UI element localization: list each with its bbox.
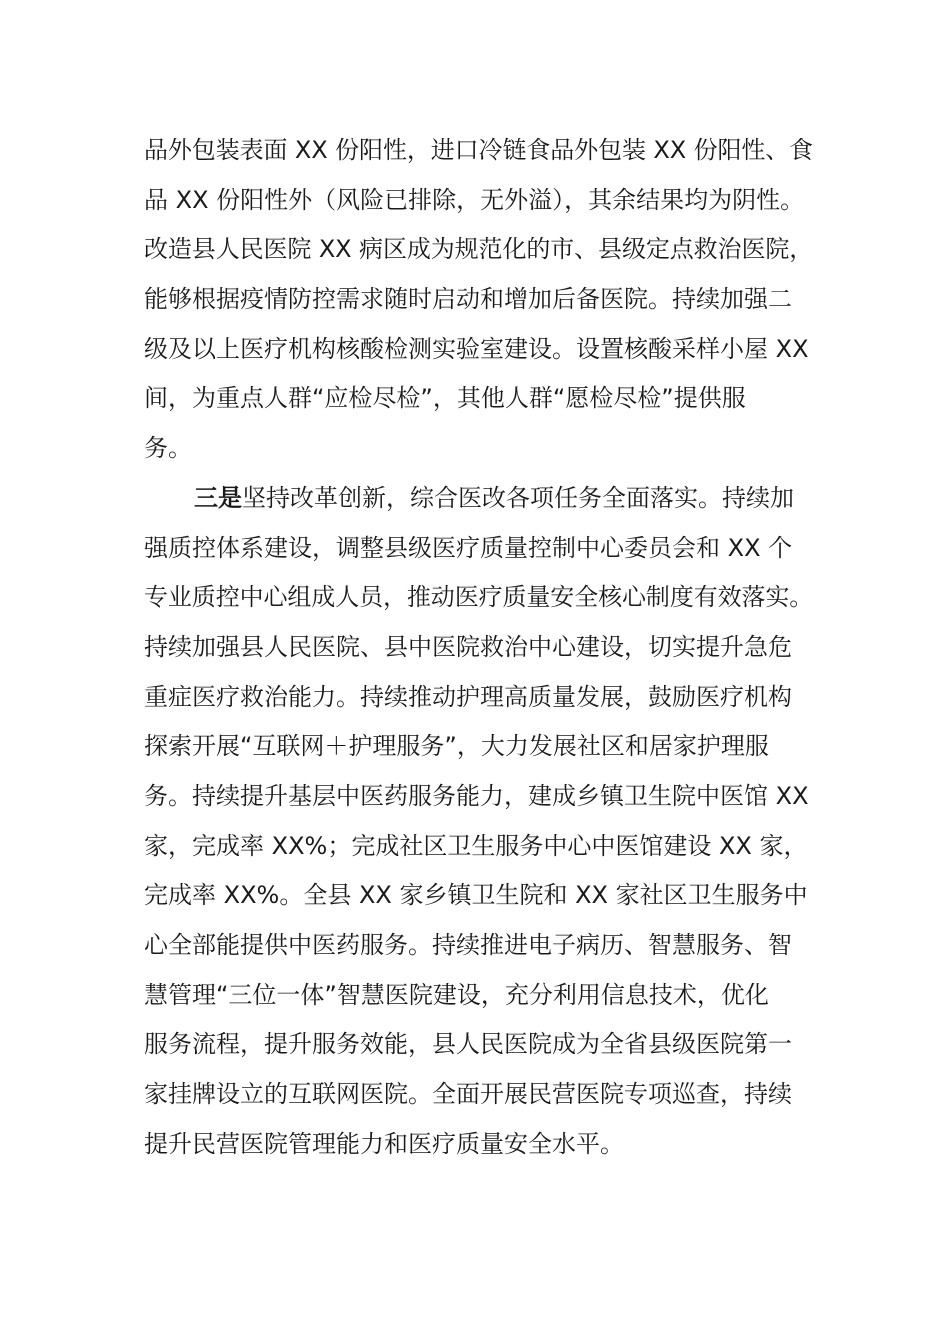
- paragraph-2-line: 家，完成率 XX%；完成社区卫生服务中心中医馆建设 XX 家，: [144, 831, 808, 860]
- document-body: [144, 126, 814, 1169]
- paragraph-2-line: 专业质控中心组成人员，推动医疗质量安全核心制度有效落实。: [144, 583, 814, 612]
- paragraph-2-line: 持续加强县人民医院、县中医院救治中心建设，切实提升急危: [144, 632, 792, 661]
- paragraph-1-line: 品外包装表面 XX 份阳性，进口冷链食品外包装 XX 份阳性、食: [144, 136, 814, 164]
- paragraph-1-line: 间，为重点人群“应检尽检”，其他人群“愿检尽检”提供服: [144, 384, 746, 413]
- paragraph-2-first-line-rest: 坚持改革创新，综合医改各项任务全面落实。持续加: [242, 483, 794, 512]
- paragraph-2-line: 心全部能提供中医药服务。持续推进电子病历、智慧服务、智: [144, 931, 792, 959]
- paragraph-2-line: 务。持续提升基层中医药服务能力，建成乡镇卫生院中医馆 XX: [144, 781, 809, 810]
- paragraph-1-line: 品 XX 份阳性外（风险已排除，无外溢），其余结果均为阴性。: [144, 185, 805, 214]
- paragraph-2-line: 服务流程，提升服务效能，县人民医院成为全省县级医院第一: [144, 1030, 792, 1059]
- paragraph-1-line: 务。: [144, 434, 192, 463]
- paragraph-2-first-line: [144, 474, 814, 524]
- paragraph-2-line: 慧管理“三位一体”智慧医院建设，充分利用信息技术，优化: [144, 980, 769, 1009]
- paragraph-2-line: 完成率 XX%。全县 XX 家乡镇卫生院和 XX 家社区卫生服务中: [144, 881, 808, 910]
- paragraph-1-line: 改造县人民医院 XX 病区成为规范化的市、县级定点救治医院，: [144, 235, 814, 264]
- paragraph-2-line: 家挂牌设立的互联网医院。全面开展民营医院专项巡查，持续: [144, 1080, 792, 1109]
- paragraph-1-line: 级及以上医疗机构核酸检测实验室建设。设置核酸采样小屋 XX: [144, 334, 809, 363]
- paragraph-2-lead: 三是: [194, 483, 242, 512]
- paragraph-2-line: 强质控体系建设，调整县级医疗质量控制中心委员会和 XX 个: [144, 533, 793, 562]
- paragraph-2-line: 重症医疗救治能力。持续推动护理高质量发展，鼓励医疗机构: [144, 682, 792, 711]
- paragraph-1: [144, 126, 814, 474]
- paragraph-2-line: 提升民营医院管理能力和医疗质量安全水平。: [144, 1129, 624, 1158]
- paragraph-1-line: 能够根据疫情防控需求随时启动和增加后备医院。持续加强二: [144, 285, 792, 314]
- paragraph-2: [144, 474, 814, 1170]
- paragraph-2-line: 探索开展“互联网＋护理服务”，大力发展社区和居家护理服: [144, 732, 769, 761]
